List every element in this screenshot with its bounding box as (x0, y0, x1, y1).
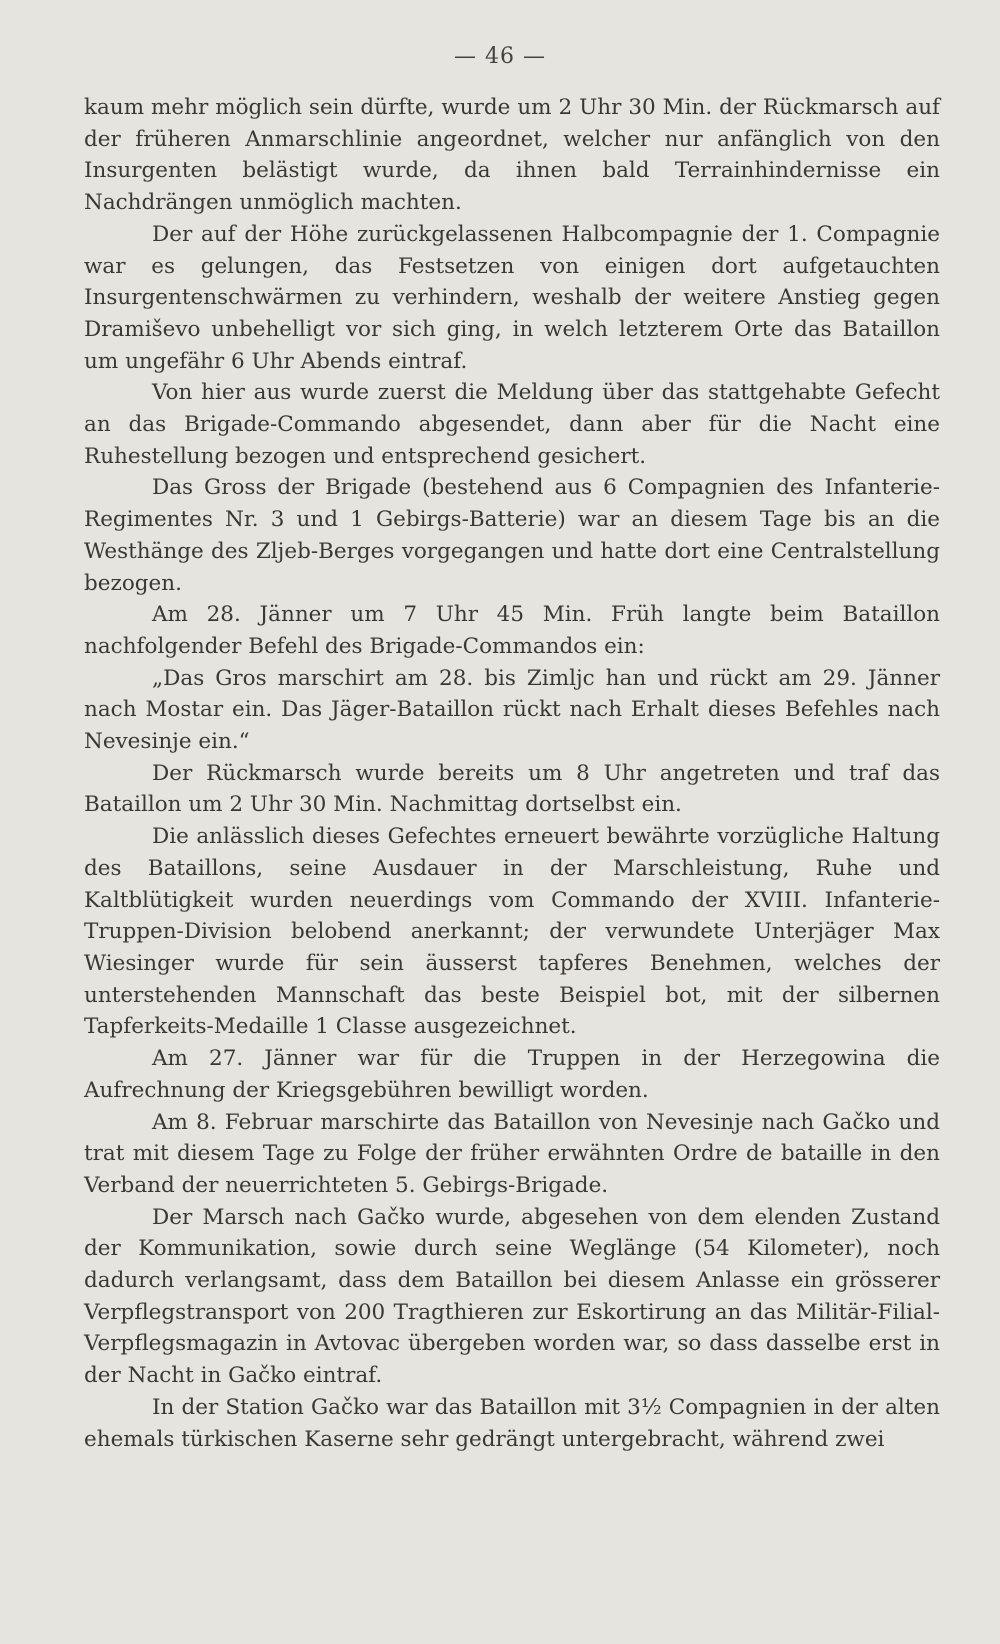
paragraph-4: Das Gross der Brigade (bestehend aus 6 Compagnien des Infanterie-Regimentes Nr. 3 und 1 Gebirgs-Batterie) war an diesem Tage bis an die Westhänge des Zljeb-Berges vorgegangen und hatte dort eine Centralstellung bezogen. (84, 475, 940, 596)
paragraph-5: Am 28. Jänner um 7 Uhr 45 Min. Früh langte beim Bataillon nachfolgender Befehl des Brigade-Commandos ein: (84, 602, 940, 659)
paragraph-10: Am 8. Februar marschirte das Bataillon von Nevesinje nach Gačko und trat mit diesem Tage zu Folge der früher erwähnten Ordre de bataille in den Verband der neuerrichteten 5. Gebirgs-Brigade. (84, 1109, 940, 1198)
paragraph-1: kaum mehr möglich sein dürfte, wurde um 2 Uhr 30 Min. der Rückmarsch auf der früheren Anmarschlinie angeordnet, welcher nur anfänglich von den Insurgenten belästigt wurde, da ihnen bald Terrainhindernisse ein Nachdrängen unmöglich machten. (84, 95, 940, 216)
paragraph-11: Der Marsch nach Gačko wurde, abgesehen von dem elenden Zustand der Kommunikation, sowie durch seine Weglänge (54 Kilometer), noch dadurch verlangsamt, dass dem Bataillon bei diesem Anlasse ein grösserer Verpflegstransport von 200 Tragthieren zur Eskortirung an das Militär-Filial-Verpflegsmagazin in Avtovac übergeben worden war, so dass dasselbe erst in der Nacht in Gačko eintraf. (84, 1204, 940, 1389)
paragraph-12: In der Station Gačko war das Bataillon mit 3½ Compagnien in der alten ehemals türkischen Kaserne sehr gedrängt untergebracht, während zwei (84, 1394, 940, 1452)
paragraph-9: Am 27. Jänner war für die Truppen in der Herzegowina die Aufrechnung der Kriegsgebühren bewilligt worden. (84, 1046, 940, 1103)
paragraph-6-order-quote: „Das Gros marschirt am 28. bis Zimljc han und rückt am 29. Jänner nach Mostar ein. Das Jäger-Bataillon rückt nach Erhalt dieses Befehles nach Nevesinje ein.“ (84, 665, 940, 755)
paragraph-8: Die anlässlich dieses Gefechtes erneuert bewährte vorzügliche Haltung des Bataillons, seine Ausdauer in der Marschleistung, Ruhe und Kaltblütigkeit wurden neuerdings vom Commando der XVIII. Infanterie-Truppen-Division belobend anerkannt; der verwundete Unterjäger Max Wiesinger wurde für sein äusserst tapferes Benehmen, welches der unterstehenden Mannschaft das beste Beispiel bot, mit der silbernen Tapferkeits-Medaille 1 Classe ausgezeichnet. (84, 824, 940, 1040)
paragraph-3: Von hier aus wurde zuerst die Meldung über das stattgehabte Gefecht an das Brigade-Commando abgesendet, dann aber für die Nacht eine Ruhestellung bezogen und entsprechend gesichert. (84, 380, 940, 469)
page-number: — 46 — (454, 44, 546, 69)
paragraph-2: Der auf der Höhe zurückgelassenen Halbcompagnie der 1. Compagnie war es gelungen, das Festsetzen von einigen dort aufgetauchten Insurgentenschwärmen zu verhindern, weshalb der weitere Anstieg gegen Dramiševo unbehelligt vor sich ging, in welch letzterem Orte das Bataillon um ungefähr 6 Uhr Abends eintraf. (84, 221, 940, 374)
body-text (84, 92, 940, 1455)
paragraph-7: Der Rückmarsch wurde bereits um 8 Uhr angetreten und traf das Bataillon um 2 Uhr 30 Min. Nachmittag dortselbst ein. (84, 760, 940, 818)
